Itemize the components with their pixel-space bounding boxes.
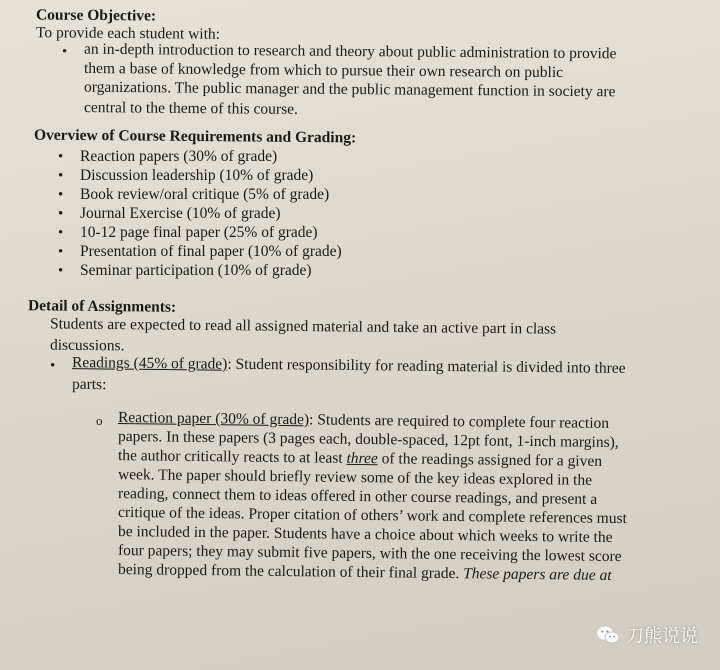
bullet-dot: •: [58, 206, 64, 222]
reaction-emphasis: These papers are due at: [463, 565, 612, 585]
reaction-line: four papers; they may submit five papers, with the one receiving the lowest score: [117, 541, 622, 566]
bullet-dot: •: [58, 225, 64, 241]
bullet-dot: •: [58, 244, 64, 260]
readings-label: Readings (45% of grade): [71, 354, 228, 373]
overview-item: Seminar participation (10% of grade): [80, 262, 312, 279]
reaction-text: of the readings assigned for a given: [377, 450, 603, 470]
readings-line: [72, 354, 626, 378]
readings-line: parts:: [71, 375, 107, 394]
overview-heading: Overview of Course Requirements and Grading:: [33, 126, 357, 147]
reaction-text: the author critically reacts to at least: [117, 447, 347, 467]
objective-line: central to the theme of this course.: [83, 99, 298, 118]
course-objective-heading: Course Objective:: [35, 6, 157, 25]
overview-item: Book review/oral critique (5% of grade): [80, 186, 330, 203]
reaction-line: papers. In these papers (3 pages each, double-spaced, 12pt font, 1-inch margins),: [117, 427, 619, 452]
reaction-text: being dropped from the calculation of their final grade.: [117, 560, 464, 583]
readings-text: : Student responsibility for reading material is divided into three: [227, 355, 626, 377]
bullet-dot: •: [50, 358, 56, 374]
overview-item: Presentation of final paper (10% of grade): [80, 243, 342, 260]
objective-line: an in-depth introduction to research and theory about public administration to provide: [83, 40, 617, 63]
watermark: [596, 622, 698, 648]
wechat-icon: [596, 625, 620, 645]
reaction-line: be included in the paper. Students have a choice about which weeks to write the: [117, 522, 613, 547]
details-intro-line: discussions.: [49, 336, 125, 355]
watermark-text: 刀熊说说: [626, 626, 698, 647]
details-intro-line: Students are expected to read all assigned material and take an active part in class: [49, 315, 557, 338]
overview-item: Discussion leadership (10% of grade): [80, 167, 314, 184]
bullet-dot: •: [58, 149, 64, 165]
bullet-dot: •: [62, 44, 68, 60]
reaction-text: : Students are required to complete four reaction: [309, 411, 610, 432]
reaction-line: reading, connect them to ideas offered in other course readings, and present a: [117, 485, 598, 508]
circle-bullet: o: [96, 413, 103, 428]
course-objective-intro: To provide each student with:: [35, 24, 221, 43]
bullet-dot: •: [58, 187, 64, 203]
overview-item: Reaction papers (30% of grade): [80, 148, 278, 165]
overview-item: 10-12 page final paper (25% of grade): [80, 224, 318, 241]
reaction-label: Reaction paper (30% of grade): [117, 409, 310, 429]
objective-line: them a base of knowledge from which to pursue their own research on public: [83, 59, 564, 82]
bullet-dot: •: [58, 263, 64, 279]
overview-item: Journal Exercise (10% of grade): [80, 205, 281, 222]
reaction-line: week. The paper should briefly review some of the key ideas explored in the: [117, 466, 593, 489]
reaction-emphasis: three: [346, 449, 378, 468]
reaction-line: critique of the ideas. Proper citation of others’ work and complete references must: [117, 503, 627, 528]
objective-line: organizations. The public manager and the public management function in society are: [83, 78, 616, 101]
bullet-dot: •: [58, 168, 64, 184]
details-heading: Detail of Assignments:: [27, 297, 177, 316]
